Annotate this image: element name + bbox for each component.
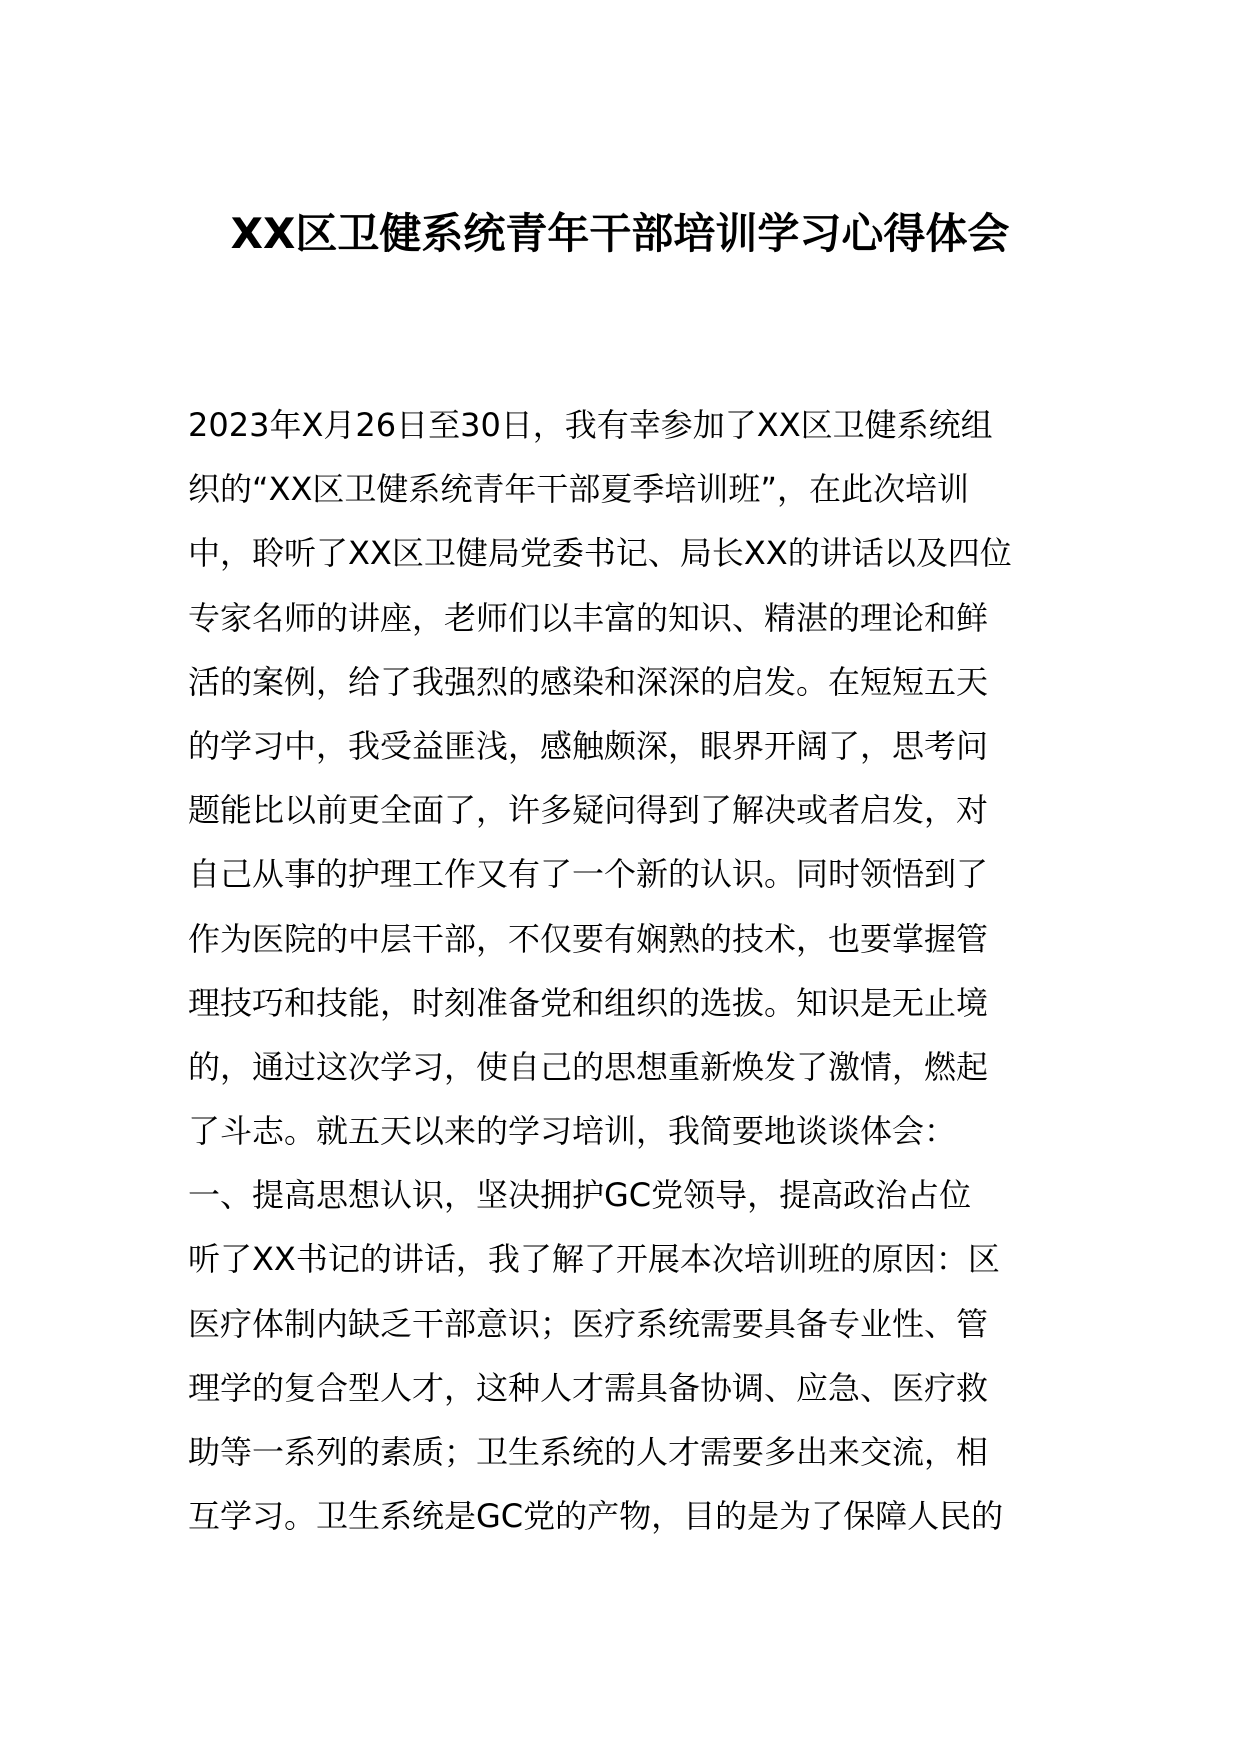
document-body: [188, 393, 1058, 1548]
body-line: 医疗体制内缺乏干部意识；医疗系统需要具备专业性、管: [188, 1304, 989, 1343]
body-line: 2023年X月26日至30日，我有幸参加了XX区卫健系统组: [188, 406, 993, 444]
body-line: 的，通过这次学习，使自己的思想重新焕发了激情，燃起: [188, 1047, 989, 1086]
body-line: 的学习中，我受益匪浅，感触颇深，眼界开阔了，思考问: [188, 726, 989, 765]
body-line: 了斗志。就五天以来的学习培训，我简要地谈谈体会：: [188, 1112, 957, 1151]
body-line: 作为医院的中层干部，不仅要有娴熟的技术，也要掌握管: [188, 919, 989, 958]
body-line: 自己从事的护理工作又有了一个新的认识。同时领悟到了: [188, 855, 989, 894]
body-line: 互学习。卫生系统是GC党的产物，目的是为了保障人民的: [188, 1497, 1004, 1536]
body-line: 理学的复合型人才，这种人才需具备协调、应急、医疗救: [188, 1368, 989, 1407]
body-line: 中，聆听了XX区卫健局党委书记、局长XX的讲话以及四位: [188, 534, 1012, 573]
body-line: 织的“XX区卫健系统青年干部夏季培训班”，在此次培训: [188, 470, 970, 509]
section-heading: 一、提高思想认识，坚决拥护GC党领导，提高政治占位: [188, 1176, 972, 1215]
body-line: 理技巧和技能，时刻准备党和组织的选拔。知识是无止境: [188, 983, 989, 1022]
body-line: 听了XX书记的讲话，我了解了开展本次培训班的原因：区: [188, 1240, 1000, 1279]
body-line: 活的案例，给了我强烈的感染和深深的启发。在短短五天: [188, 662, 989, 701]
body-line: 题能比以前更全面了，许多疑问得到了解决或者启发，对: [188, 791, 989, 830]
body-line: 助等一系列的素质；卫生系统的人才需要多出来交流，相: [188, 1433, 989, 1471]
body-line: 专家名师的讲座，老师们以丰富的知识、精湛的理论和鲜: [188, 598, 989, 637]
document-title: XX区卫健系统青年干部培训学习心得体会: [230, 209, 1010, 258]
